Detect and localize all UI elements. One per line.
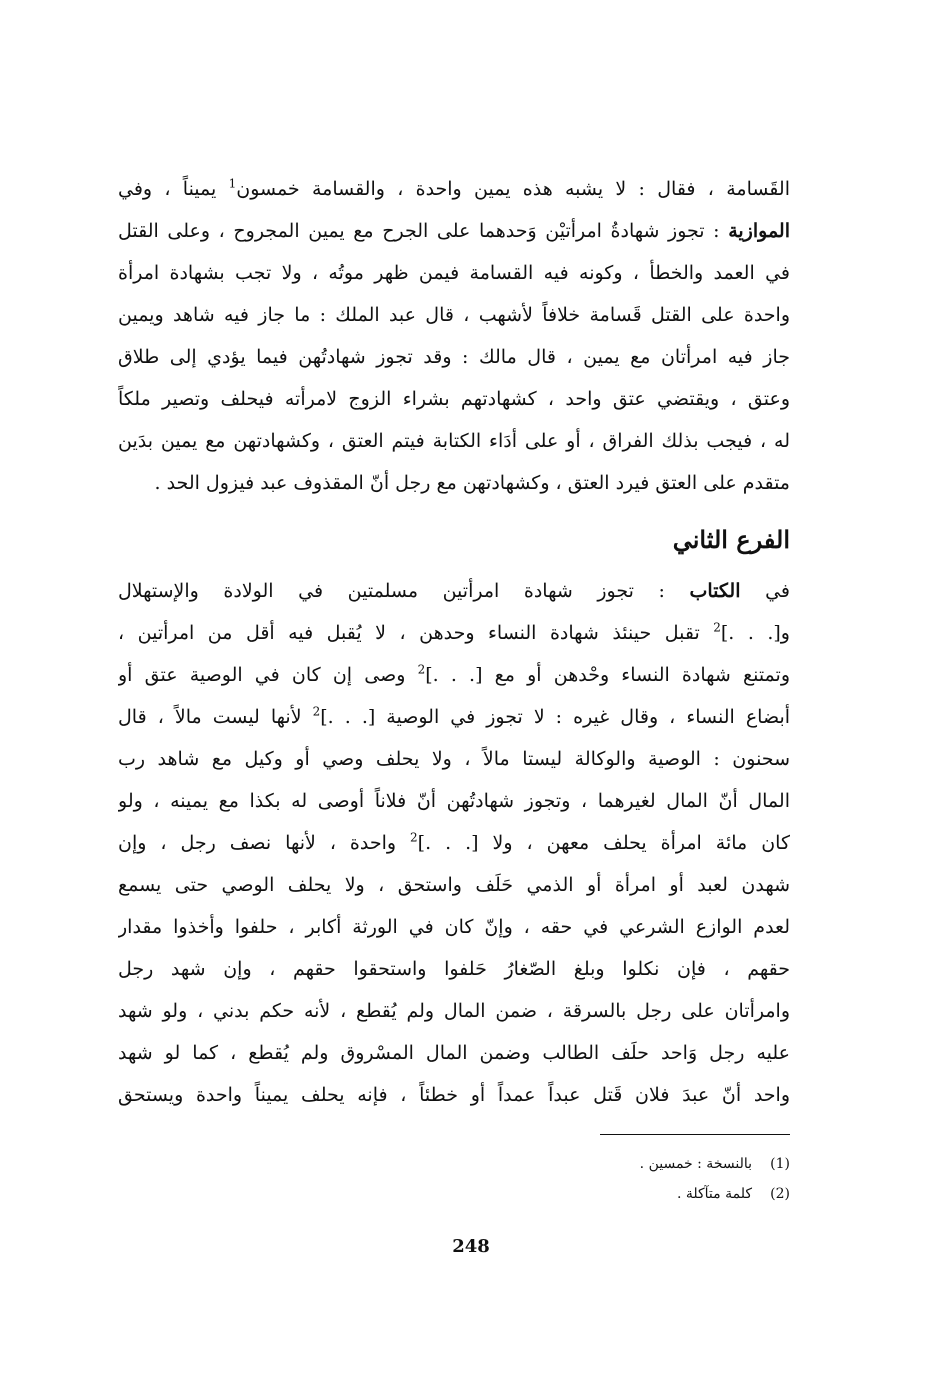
footnote-number: (2) — [770, 1186, 790, 1202]
text-line: عليه رجل وَاحد حلَف الطالب وضمن المال المسْروق ولم يُقطع ، كما لو شهد — [118, 1042, 790, 1064]
text-line: واحد أنّ عبدَ فلان قَتل عبداً عمداً أو خطئاً ، فإنه يحلف يميناً واحدة ويستحق — [118, 1084, 790, 1106]
text-line: لعدم الوازع الشرعي في حقه ، وإنّ كان في الورثة أكابر ، حلفوا وأخذوا مقدار — [118, 916, 790, 938]
footnote-ref: 2 — [312, 704, 321, 719]
footnote-ref: 2 — [417, 662, 426, 677]
footnote — [300, 1183, 790, 1205]
section-heading: الفرع الثاني — [672, 525, 790, 554]
text-line: جاز فيه امرأتان مع يمين ، قال مالك : وقد تجوز شهادتُهن فيما يؤدي إلى طلاق — [118, 346, 790, 368]
footnote-text: بالنسخة : خمسين . — [639, 1156, 752, 1172]
text-line: في العمد والخطأ ، وكونه فيه القسامة فيمن ظهر موتُه ، ولا تجب بشهادة امرأة — [118, 262, 790, 284]
text-line: في الكتاب : تجوز شهادة امرأتين مسلمتين في الولادة والإستهلال — [118, 580, 790, 602]
bold-term: الكتاب — [689, 580, 741, 602]
text-line: الموازية : تجوز شهادةُ امرأتيْن وَحدهما على الجرح مع يمين المجروح ، وعلى القتل — [118, 220, 790, 242]
text-line: أبضاع النساء ، وقال غيره : لا تجوز في الوصية [. . .]$^2$ لأنها ليست مالاً ، قال — [118, 704, 790, 728]
text-line: القَسامة ، فقال : لا يشبه هذه يمين واحدة ، والقسامة خمسون$^1$ يميناً ، وفي — [118, 176, 790, 200]
text-line: له ، فيجب بذلك الفراق ، أو على أدَاء الكتابة فيتم العتق ، وكشهادتهن مع يمين بدَين — [118, 430, 790, 452]
page-number: 248 — [452, 1236, 490, 1257]
text-line: وامرأتان على رجل بالسرقة ، ضمن المال ولم يُقطع ، لأنه حكم بدني ، ولو شهد — [118, 1000, 790, 1022]
footnote-number: (1) — [770, 1156, 790, 1172]
footnote-text: كلمة متآكلة . — [676, 1186, 752, 1202]
text-line: وتمتنع شهادة النساء وحْدهن أو مع [. . .]$^2$ وصى إن كان في الوصية عتق أو — [118, 662, 790, 686]
text-line: وعتق ، ويقتضي عتق واحد ، كشهادتهم بشراء الزوج لامرأته فيحلف وتصير ملكاً — [118, 388, 790, 410]
text-line: شهدن لعبد أو امرأة أو الذمي حَلَف واستحق ، ولا يحلف الوصي حتى يسمع — [118, 874, 790, 896]
text-line: سحنون : الوصية والوكالة ليستا مالاً ، ولا يحلف وصي أو وكيل مع شاهد رب — [118, 748, 790, 770]
bold-term: الموازية — [728, 220, 790, 242]
text-line: المال أنّ المال لغيرهما ، وتجوز شهادتُهن أنّ فلاناً أوصى له بكذا مع يمينه ، ولو — [118, 790, 790, 812]
text-line: واحدة على القتل قَسامة خلافاً لأشهب ، قال عبد الملك : ما جاز فيه شاهد ويمين — [118, 304, 790, 326]
footnote-ref: 2 — [410, 830, 418, 845]
text-line: كان مائة امرأة يحلف معهن ، ولا [. . .]$^2$ واحدة ، لأنها نصف رجل ، وإن — [118, 830, 790, 854]
paragraph-2 — [118, 570, 790, 1116]
footnote-ref: 2 — [713, 620, 721, 635]
footnote-ref: 1 — [228, 176, 237, 191]
footnote — [300, 1153, 790, 1175]
footnote-divider — [600, 1134, 790, 1135]
paragraph-1 — [118, 168, 790, 504]
text-line: و[. . .]$^2$ تقبل حينئذ شهادة النساء وحدهن ، لا يُقبل فيه أقل من امرأتين ، — [118, 620, 790, 644]
text-line: حقهم ، فإن نكلوا وبلغ الصّغارُ حَلفوا واستحقوا حقهم ، وإن شهد رجل — [118, 958, 790, 980]
text-line: متقدم على العتق فيرد العتق ، وكشهادتهن مع رجل أنّ المقذوف عبد فيزول الحد . — [154, 472, 790, 494]
